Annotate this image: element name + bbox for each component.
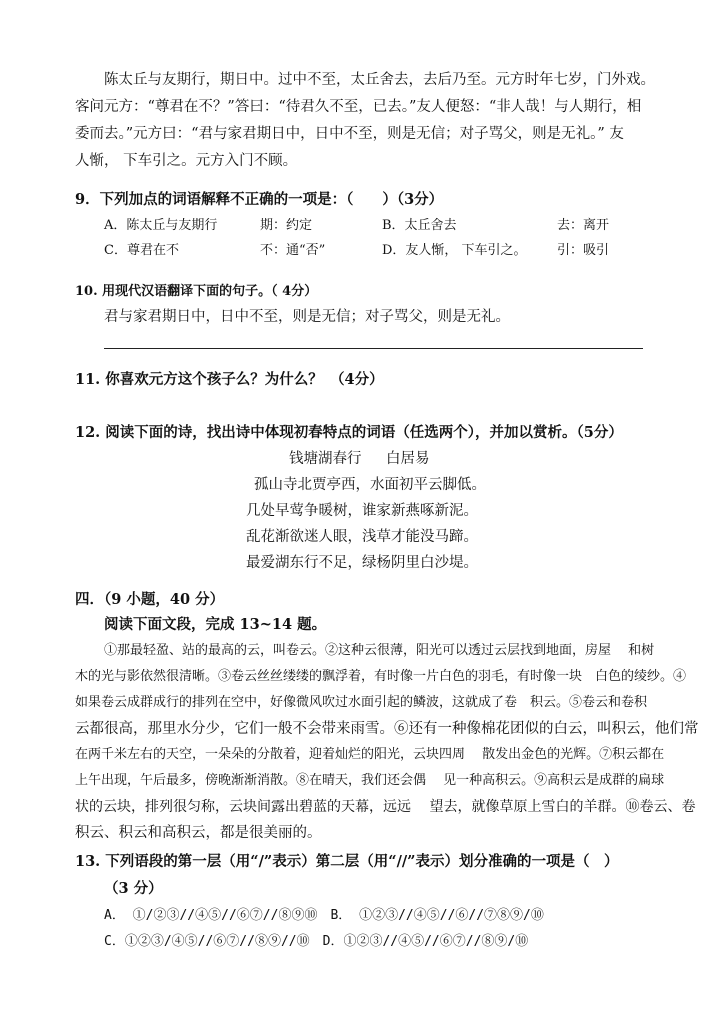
answer-line <box>104 348 643 349</box>
q9-option-c-gloss: 不：通“否” <box>260 243 326 258</box>
poem-line-1: 孤山寺北贾亭西，水面初平云脚低。 <box>254 477 486 493</box>
poem-title: 钱塘湖春行 <box>289 451 362 467</box>
passage-line-2: 客问元方：“尊君在不？”答曰：“待君久不至，已去。”友人便怒：“非人哉！与人期行，相 <box>75 99 642 115</box>
section4-instruction: 阅读下面文段，完成 13~14 题。 <box>104 616 327 633</box>
q12-stem: 12. 阅读下面的诗，找出诗中体现初春特点的词语（任选两个），并加以赏析。（5分） <box>75 424 623 441</box>
paragraph-line-4: 云都很高，那里水分少，它们一般不会带来雨雪。⑥还有一种像棉花团似的白云，叫积云，他们常 <box>75 721 699 737</box>
q9-option-a-gloss: 期：约定 <box>260 218 313 233</box>
q9-option-d-gloss: 引：吸引 <box>557 243 610 258</box>
passage-line-4: 人惭， 下车引之。元方入门不顾。 <box>75 153 298 169</box>
poem-line-3: 乱花渐欲迷人眼，浅草才能没马蹄。 <box>246 529 478 545</box>
q13-points: （3 分） <box>104 880 163 897</box>
poem-line-4: 最爱湖东行不足，绿杨阴里白沙堤。 <box>246 555 478 571</box>
q9-option-a: A．陈太丘与友期行 <box>104 218 218 233</box>
q9-option-d: D．友人惭， 下车引之。 <box>382 243 527 258</box>
paragraph-line-2: 木的光与影依然很清晰。③卷云丝丝缕缕的飘浮着，有时像一片白色的羽毛，有时像一块 白色的绫纱。④ <box>75 669 687 684</box>
section4-heading: 四．（9 小题，40 分） <box>75 591 225 608</box>
q11-stem: 11. 你喜欢元方这个孩子么？为什么？ （4分） <box>75 371 384 388</box>
paragraph-line-1: ①那最轻盈、站的最高的云，叫卷云。②这种云很薄，阳光可以透过云层找到地面，房屋 和树 <box>104 643 655 658</box>
poem-line-2: 几处早莺争暖树，谁家新燕啄新泥。 <box>246 503 478 519</box>
paragraph-line-6: 上午出现，午后最多，傍晚渐渐消散。⑧在晴天，我们还会偶 见一种高积云。⑨高积云是成群的扁球 <box>75 773 665 788</box>
q13-options-row-2: C．①②③/④⑤//⑥⑦//⑧⑨//⑩ D．①②③//④⑤//⑥⑦//⑧⑨/⑩ <box>104 934 529 949</box>
paragraph-line-3: 如果卷云成群成行的排列在空中，好像微风吹过水面引起的鳞波，这就成了卷 积云。⑤卷云和卷积 <box>75 695 648 710</box>
q10-stem: 10. 用现代汉语翻译下面的句子。（ 4分） <box>75 284 318 299</box>
q9-stem: 9．下列加点的词语解释不正确的一项是：（ ）（3分） <box>75 191 444 208</box>
paragraph-line-5: 在两千米左右的天空，一朵朵的分散着，迎着灿烂的阳光，云块四周 散发出金色的光辉。⑦积云都在 <box>75 747 665 762</box>
q13-stem: 13. 下列语段的第一层（用“/”表示）第二层（用“//”表示）划分准确的一项是（ ） <box>75 853 619 870</box>
passage-line-3: 委而去。”元方曰：“君与家君期日中，日中不至，则是无信；对子骂父，则是无礼。” 友 <box>75 126 624 142</box>
passage-line-1: 陈太丘与友期行，期日中。过中不至，太丘舍去，去后乃至。元方时年七岁，门外戏。 <box>104 72 655 88</box>
q13-options-row-1: A． ①/②③//④⑤//⑥⑦//⑧⑨⑩ B． ①②③//④⑤//⑥//⑦⑧⑨/⑩ <box>104 908 544 923</box>
q9-option-b-gloss: 去：离开 <box>557 218 610 233</box>
q9-option-c: C．尊君在不 <box>104 243 179 258</box>
paragraph-line-7: 状的云块，排列很匀称，云块间露出碧蓝的天幕，远远 望去，就像草原上雪白的羊群。⑩卷云、卷 <box>75 799 696 815</box>
q10-sentence: 君与家君期日中，日中不至，则是无信；对子骂父，则是无礼。 <box>104 309 510 325</box>
q9-option-b: B．太丘舍去 <box>382 218 457 233</box>
poem-author: 白居易 <box>386 451 430 467</box>
paragraph-line-8: 积云、积云和高积云，都是很美丽的。 <box>75 825 322 841</box>
